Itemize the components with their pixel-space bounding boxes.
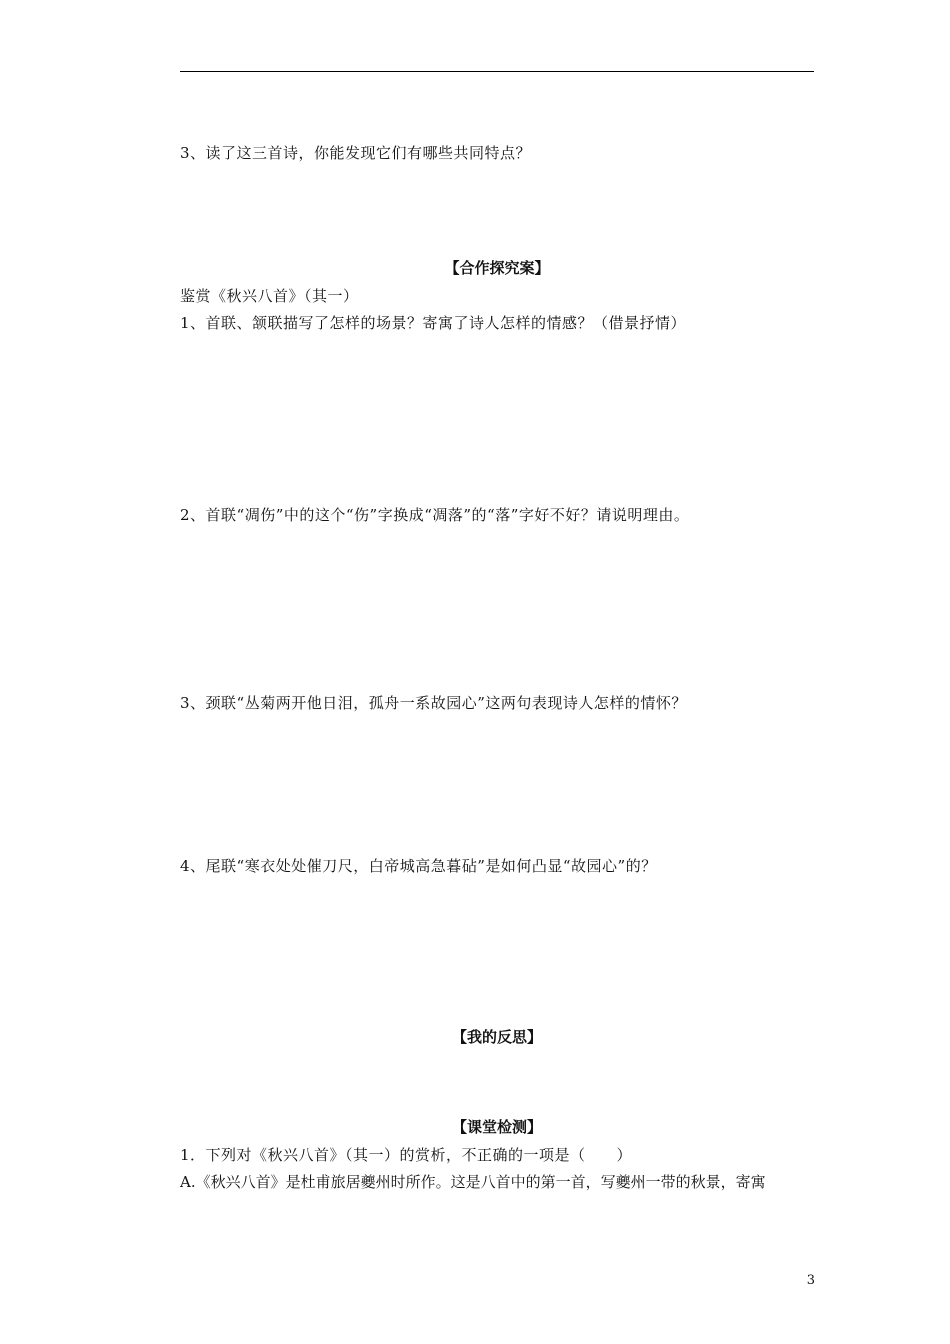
check-option-a: A.《秋兴八首》是杜甫旅居夔州时所作。这是八首中的第一首，写夔州一带的秋景，寄寓 <box>180 1173 766 1191</box>
cooperative-question-4: 4、尾联“寒衣处处催刀尺，白帝城高急暮砧”是如何凸显“故园心”的？ <box>180 857 657 875</box>
cooperative-intro: 鉴赏《秋兴八首》（其一） <box>180 287 359 305</box>
cooperative-question-2: 2、首联“凋伤”中的这个“伤”字换成“凋落”的“落”字好不好？请说明理由。 <box>180 506 690 524</box>
section-heading-cooperative: 【合作探究案】 <box>444 259 550 277</box>
cooperative-question-1: 1、首联、颔联描写了怎样的场景？寄寓了诗人怎样的情感？（借景抒情） <box>180 314 687 332</box>
question-3-common-features: 3、读了这三首诗，你能发现它们有哪些共同特点？ <box>180 144 532 162</box>
section-heading-reflection: 【我的反思】 <box>451 1028 542 1046</box>
header-rule <box>180 71 814 72</box>
check-question-1: 1．下列对《秋兴八首》（其一）的赏析，不正确的一项是（ ） <box>180 1146 633 1164</box>
section-heading-classroom-check: 【课堂检测】 <box>451 1118 542 1136</box>
cooperative-question-3: 3、颈联“丛菊两开他日泪，孤舟一系故园心”这两句表现诗人怎样的情怀？ <box>180 694 687 712</box>
page-number: 3 <box>806 1273 815 1288</box>
